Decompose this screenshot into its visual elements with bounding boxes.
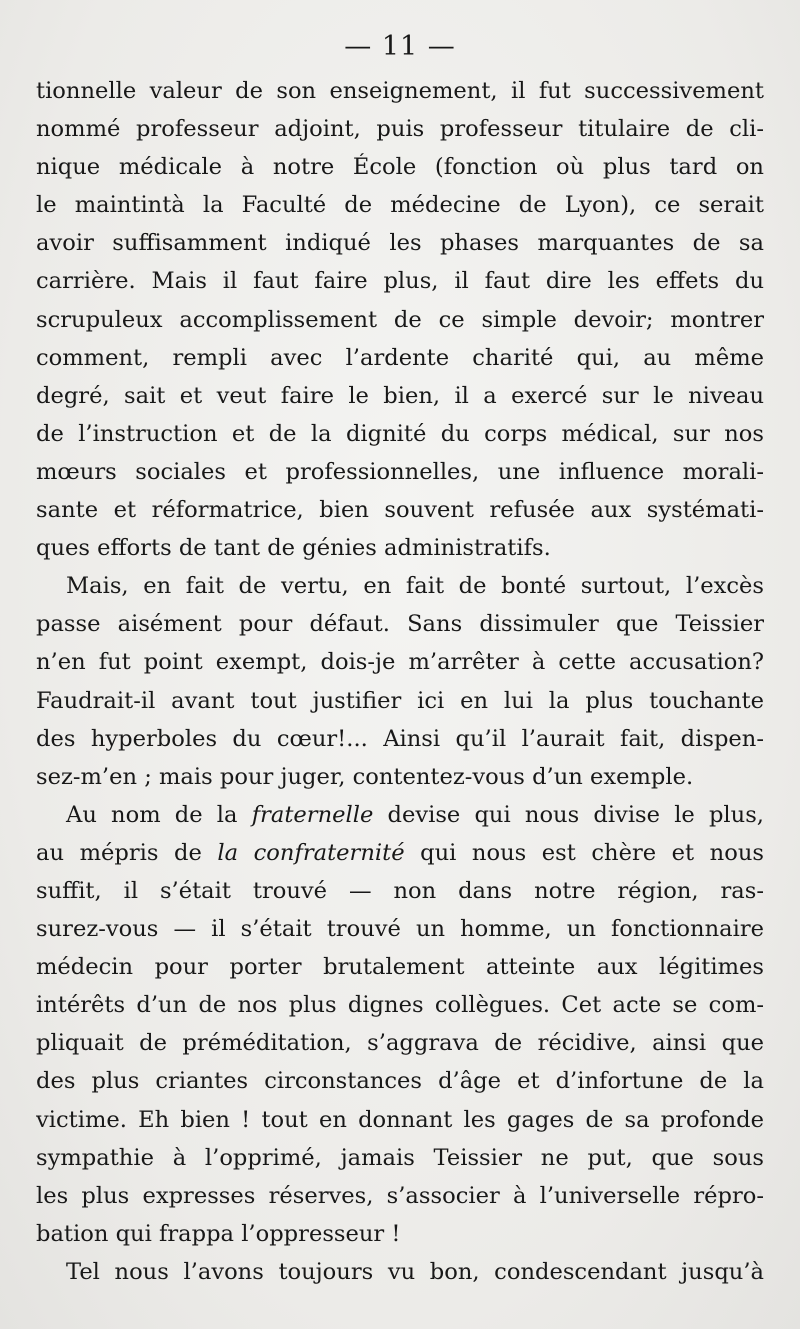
text-line: comment, rempli avec l’ardente charité qui, au même <box>36 344 764 371</box>
text-line: les plus expresses réserves, s’associer à l’universelle répro- <box>36 1182 764 1209</box>
text-line: nique médicale à notre École (fonction où plus tard on <box>36 154 764 181</box>
text-line: au mépris de la confraternité qui nous est chère et nous <box>36 839 764 866</box>
text-line: bation qui frappa l’oppresseur ! <box>36 1220 401 1247</box>
text-line: scrupuleux accomplissement de ce simple devoir; montrer <box>36 306 764 333</box>
text-line: sante et réformatrice, bien souvent refusée aux systémati- <box>36 497 764 524</box>
text-line: de l’instruction et de la dignité du corps médical, sur nos <box>36 420 764 447</box>
text-line: n’en fut point exempt, dois-je m’arrêter à cette accusation? <box>36 649 764 676</box>
text-line: avoir suffisamment indiqué les phases marquantes de sa <box>36 230 764 257</box>
text-line: carrière. Mais il faut faire plus, il faut dire les effets du <box>36 268 764 295</box>
text-line: mœurs sociales et professionnelles, une influence morali- <box>36 458 764 485</box>
text-line: degré, sait et veut faire le bien, il a exercé sur le niveau <box>36 382 764 409</box>
text-line: pliquait de préméditation, s’aggrava de récidive, ainsi que <box>36 1030 764 1057</box>
text-line: suffit, il s’était trouvé — non dans notre région, ras- <box>36 877 764 904</box>
text-line: des hyperboles du cœur!... Ainsi qu’il l’aurait fait, dispen- <box>36 725 764 752</box>
body-text <box>36 72 764 1291</box>
italic-term: fraternelle <box>251 801 374 828</box>
text-line: le maintintà la Faculté de médecine de Lyon), ce serait <box>36 192 764 219</box>
text-line: surez-vous — il s’était trouvé un homme, un fonctionnaire <box>36 916 764 943</box>
text-line: Tel nous l’avons toujours vu bon, condescendant jusqu’à <box>66 1258 764 1285</box>
italic-term: la confraternité <box>217 839 405 866</box>
text-line: victime. Eh bien ! tout en donnant les gages de sa profonde <box>36 1106 764 1133</box>
text-line: sez-m’en ; mais pour juger, contentez-vous d’un exemple. <box>36 763 694 790</box>
text-line: intérêts d’un de nos plus dignes collègues. Cet acte se com- <box>36 992 764 1019</box>
text-line: Faudrait-il avant tout justifier ici en lui la plus touchante <box>36 687 764 714</box>
text-line: médecin pour porter brutalement atteinte aux légitimes <box>36 954 764 981</box>
page-number: — 11 — <box>344 31 456 62</box>
text-line: sympathie à l’opprimé, jamais Teissier ne put, que sous <box>36 1144 764 1171</box>
text-line: Mais, en fait de vertu, en fait de bonté surtout, l’excès <box>66 573 764 600</box>
text-line: ques efforts de tant de génies administratifs. <box>36 535 551 562</box>
text-line: Au nom de la fraternelle devise qui nous divise le plus, <box>66 801 764 828</box>
text-line: passe aisément pour défaut. Sans dissimuler que Teissier <box>36 611 764 638</box>
text-line: tionnelle valeur de son enseignement, il fut successivement <box>36 78 764 104</box>
text-line: nommé professeur adjoint, puis professeur titulaire de cli- <box>36 116 764 143</box>
text-line: des plus criantes circonstances d’âge et d’infortune de la <box>36 1068 764 1095</box>
